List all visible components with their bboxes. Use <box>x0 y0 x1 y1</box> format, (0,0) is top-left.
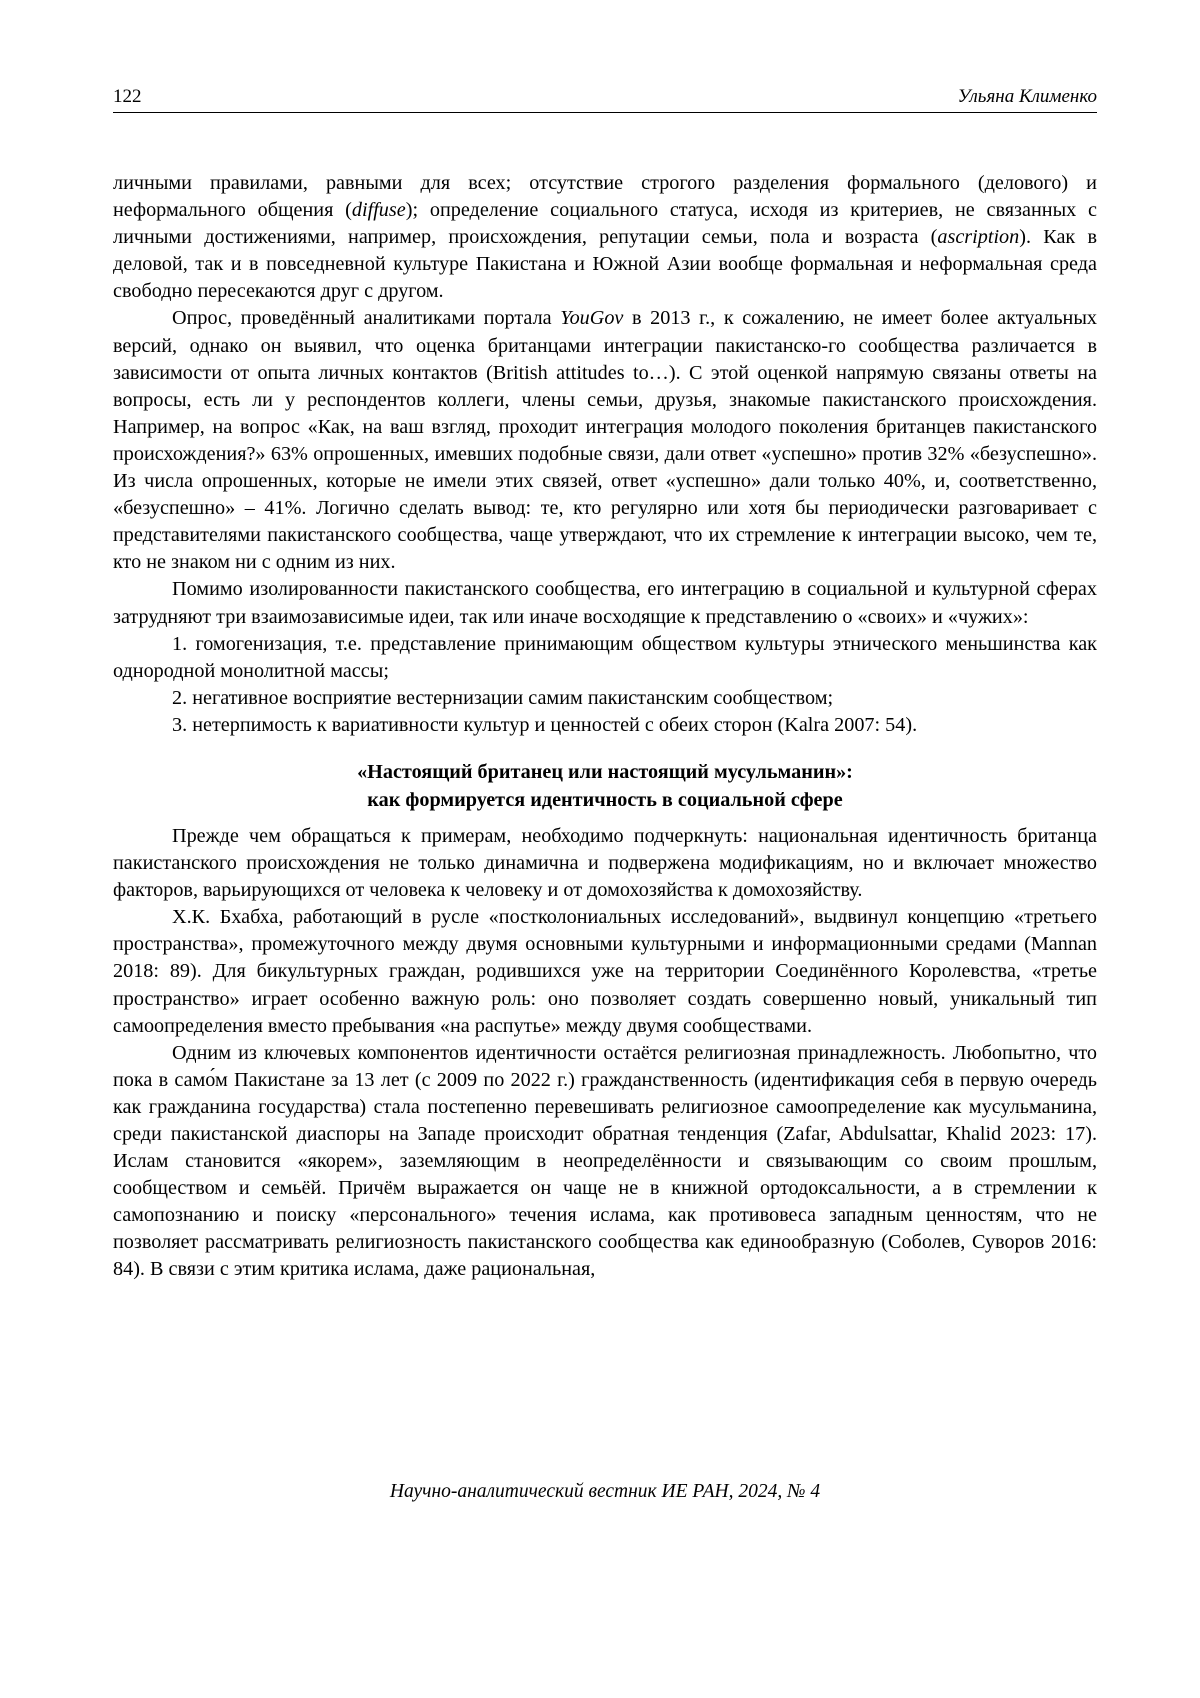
list-item-westernization: 2. негативное восприятие вестернизации самим пакистанским сообществом; <box>172 686 834 709</box>
page-number: 122 <box>113 86 142 107</box>
list-item-homogenization: 1. гомогенизация, т.е. представление принимающим обществом культуры этнического меньшинства как однородной монолитной массы; <box>113 632 1097 682</box>
paragraph-text: Опрос, проведённый аналитиками портала <box>172 307 561 330</box>
article-body <box>113 170 1097 1284</box>
list-item-intolerance: 3. нетерпимость к вариативности культур и ценностей с обеих сторон (Kalra 2007: 54). <box>172 713 918 736</box>
paragraph-national-identity: Прежде чем обращаться к примерам, необходимо подчеркнуть: национальная идентичность британца пакистанского происхождения не только динамична и подвержена модификациям, но и включает множество факторов, варьирующихся от человека к человеку и от домохозяйства к домохозяйству. <box>113 824 1097 902</box>
paragraph-text: личными правилами, равными для всех; отсутствие строгого разделения формального (делового) и неформального общения ( <box>113 172 1097 222</box>
section-heading-line-2: как формируется идентичность в социальной сфере <box>367 788 843 811</box>
running-header <box>113 84 1097 113</box>
paragraph-continuation <box>113 170 1097 305</box>
paragraph-text: ); определение социального статуса, исходя из критериев, не связанных с личными достижениями, например, происхождения, репутации семьи, пола и возраста ( <box>113 199 1097 249</box>
paragraph-religious-identity: Одним из ключевых компонентов идентичности остаётся религиозная принадлежность. Любопытно, что пока в само́м Пакистане за 13 лет (с 2009 по 2022 г.) гражданственность (идентификация себя в первую очередь как гражданина государства) стала постепенно перевешивать религиозное самоопределение как мусульманина, среди пакистанской диаспоры на Западе происходит обратная тенденция (Zafar, Abdulsattar, Khalid 2023: 17). Ислам становится «якорем», заземляющим в неопределённости и связывающим со своим прошлым, сообществом и семьёй. Причём выражается он чаще не в книжной ортодоксальности, а в стремлении к самопознанию и поиску «персонального» течения ислама, как противовеса западным ценностям, что не позволяет рассматривать религиозность пакистанского сообщества как единообразную (Соболев, Суворов 2016: 84). В связи с этим критика ислама, даже рациональная, <box>113 1041 1097 1281</box>
term-ascription: ascription <box>937 226 1020 249</box>
paragraph-text: ). Как в деловой, так и в повседневной культуре Пакистана и Южной Азии вообще формальная и неформальная среда свободно пересекаются друг с другом. <box>113 226 1097 303</box>
paragraph-text: в 2013 г., к сожалению, не имеет более актуальных версий, однако он выявил, что оценка британцами интеграции пакистанско-го сообщества различается в зависимости от опыта личных контактов (British attitudes to…). С этой оценкой напрямую связаны ответы на вопросы, есть ли у респондентов коллеги, члены семьи, друзья, знакомые пакистанского происхождения. Например, на вопрос «Как, на ваш взгляд, проходит интеграция молодого поколения британцев пакистанского происхождения?» 63% опрошенных, имевших подобные связи, дали ответ «успешно» против 32% «безуспешно». Из числа опрошенных, которые не имели этих связей, ответ «успешно» дали только 40%, и, соответственно, «безуспешно» – 41%. Логично сделать вывод: те, кто регулярно или хотя бы периодически разговаривает с представителями пакистанского сообщества, чаще утверждают, что их стремление к интеграции высоко, чем те, кто не знаком ни с одним из них. <box>113 307 1097 574</box>
paragraph-yougov-survey <box>113 305 1097 576</box>
journal-footer: Научно-аналитический вестник ИЕ РАН, 2024, № 4 <box>389 1481 821 1502</box>
section-heading <box>113 758 1097 814</box>
term-diffuse: diffuse <box>351 199 406 222</box>
section-heading-line-1: «Настоящий британец или настоящий мусульманин»: <box>357 760 853 783</box>
term-yougov: YouGov <box>560 307 624 330</box>
running-author: Ульяна Клименко <box>957 86 1097 107</box>
paragraph-integration-ideas: Помимо изолированности пакистанского сообщества, его интеграцию в социальной и культурной сферах затрудняют три взаимозависимые идеи, так или иначе восходящие к представлению о «своих» и «чужих»: <box>113 578 1097 628</box>
paragraph-third-space: Х.К. Бхабха, работающий в русле «постколониальных исследований», выдвинул концепцию «третьего пространства», промежуточного между двумя основными культурными и информационными средами (Mannan 2018: 89). Для бикультурных граждан, родившихся уже на территории Соединённого Королевства, «третье пространство» играет особенно важную роль: оно позволяет создать совершенно новый, уникальный тип самоопределения вместо пребывания «на распутье» между двумя сообществами. <box>113 906 1097 1037</box>
